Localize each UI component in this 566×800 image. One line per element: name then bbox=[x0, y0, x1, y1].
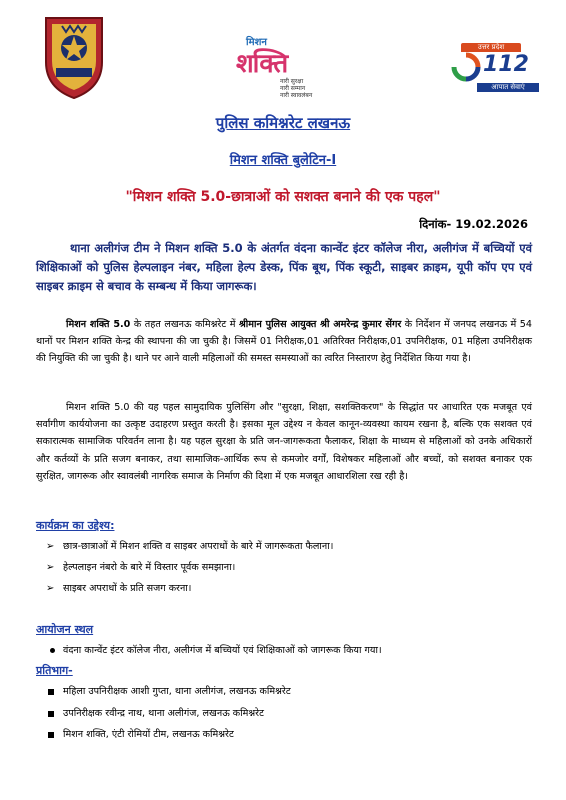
list-item: ➢ साइबर अपराधों के प्रति सजग करना। bbox=[36, 578, 536, 599]
helpline-ring-icon bbox=[451, 52, 481, 82]
objectives-list bbox=[36, 536, 536, 599]
helpline-logo-top-text: उत्तर प्रदेश bbox=[461, 43, 521, 52]
list-item: वंदना कान्वेंट इंटर कॉलेज नीरा, अलीगंज में बच्चियों एवं शिक्षिकाओं को जागरूक किया गया। bbox=[36, 640, 536, 661]
arrow-bullet-icon: ➢ bbox=[46, 541, 55, 552]
participants-heading: प्रतिभाग- bbox=[36, 664, 73, 677]
arrow-bullet-icon: ➢ bbox=[46, 562, 55, 573]
square-bullet-icon bbox=[48, 689, 54, 695]
mission-logo-main-text: शक्ति bbox=[236, 49, 288, 79]
mission-logo-tagline-2: नारी सम्मान bbox=[280, 85, 306, 92]
para1-bold-name: श्रीमान पुलिस आयुक्त श्री अमरेन्द्र कुमार सेंगर bbox=[238, 319, 402, 330]
bulletin-date: दिनांक- 19.02.2026 bbox=[419, 217, 528, 231]
mission-logo-tagline-1: नारी सुरक्षा bbox=[280, 78, 304, 85]
list-item: मिशन शक्ति, एंटी रोमियों टीम, लखनऊ कमिश्नरेट bbox=[36, 724, 536, 746]
location-list bbox=[36, 640, 536, 661]
location-heading: आयोजन स्थल bbox=[36, 623, 94, 636]
helpline-logo-number: 112 bbox=[483, 52, 529, 77]
paragraph-2: मिशन शक्ति 5.0 की यह पहल सामुदायिक पुलिसिंग और "सुरक्षा, शिक्षा, सशक्तिकरण" के सिद्धांत पर आधारित एक मजबूत एवं सर्वांगीण कार्ययोजना का उत्कृष्ट उदाहरण प्रस्तुत करती है। इसका मूल उद्देश्य न केवल कानून-व्यवस्था कायम रखना है, बल्कि एक सशक्त एवं सकारात्मक सामाजिक परिवर्तन लाना है। यह पहल सुरक्षा के प्रति जन-जागरूकता फैलाकर, शिक्षा के माध्यम से महिलाओं को उनके अधिकारों और कर्तव्यों के प्रति सजग बनाकर, तथा सामाजिक-आर्थिक रूप से कमजोर वर्गों, विशेषकर महिलाओं और बच्चों, को सशक्त बनाकर एक सुरक्षित, जागरूक और स्वावलंबी नागरिक समाज के निर्माण की दिशा में एक मजबूत आधारशिला रख रही है। bbox=[36, 402, 532, 482]
participants-list bbox=[36, 681, 536, 746]
bulletin-subtitle: मिशन शक्ति बुलेटिन-I bbox=[229, 153, 337, 168]
square-bullet-icon bbox=[48, 711, 54, 717]
para1-bold-start: मिशन शक्ति 5.0 bbox=[66, 319, 131, 330]
intro-paragraph: थाना अलीगंज टीम ने मिशन शक्ति 5.0 के अंतर्गत वंदना कान्वेंट इंटर कॉलेज नीरा, अलीगंज में बच्चियों एवं शिक्षिकाओं को पुलिस हेल्पलाइन नंबर, महिला हेल्प डेस्क, पिंक बूथ, पिंक स्कूटी, साइबर क्राइम, यूपी कॉप एप एवं साइबर क्राइम से बचाव के सम्बन्ध में किया जागरूक। bbox=[36, 241, 532, 293]
headline: "मिशन शक्ति 5.0-छात्राओं को सशक्त बनाने की एक पहल" bbox=[125, 189, 441, 205]
mission-logo-top-text: मिशन bbox=[246, 37, 267, 48]
helpline-112-logo bbox=[449, 40, 539, 94]
page-title: पुलिस कमिश्नरेट लखनऊ bbox=[215, 114, 351, 132]
up-police-emblem-icon bbox=[40, 14, 108, 100]
square-bullet-icon bbox=[48, 732, 54, 738]
list-item: महिला उपनिरीक्षक आशी गुप्ता, थाना अलीगंज, लखनऊ कमिश्नरेट bbox=[36, 681, 536, 703]
list-item: ➢ हेल्पलाइन नंबरो के बारे में विस्तार पूर्वक समझाना। bbox=[36, 557, 536, 578]
list-item: उपनिरीक्षक रवीन्द्र नाथ, थाना अलीगंज, लखनऊ कमिश्नरेट bbox=[36, 703, 536, 725]
para1-rest: के निर्देशन में जनपद लखनऊ में 54 थानों पर मिशन शक्ति केन्द्र की स्थापना की जा चुकी है। जिसमें 01 निरीक्षक,01 अतिरिक्त निरीक्षक,01 उपनिरीक्षक, 01 महिला उपनिरीक्षक की नियुक्ति की जा चुकी है। थाने पर आने वाली महिलाओं की समस्त समस्याओं का त्वरित निस्तारण हेतु निर्देशित किया गया है। bbox=[36, 319, 532, 364]
list-item: ➢ छात्र-छात्राओं में मिशन शक्ति व साइबर अपराधों के बारे में जागरूकता फैलाना। bbox=[36, 536, 536, 557]
arrow-bullet-icon: ➢ bbox=[46, 583, 55, 594]
paragraph-1 bbox=[36, 316, 532, 367]
objectives-heading: कार्यक्रम का उद्देश्य: bbox=[36, 519, 115, 532]
mission-shakti-logo bbox=[206, 34, 336, 104]
helpline-logo-bottom-text: आपात सेवाएं bbox=[477, 83, 539, 92]
para1-middle: के तहत लखनऊ कमिश्नरेट में bbox=[130, 319, 239, 330]
dot-bullet-icon bbox=[50, 648, 55, 653]
mission-logo-tagline-3: नारी स्वावलंबन bbox=[280, 92, 313, 99]
